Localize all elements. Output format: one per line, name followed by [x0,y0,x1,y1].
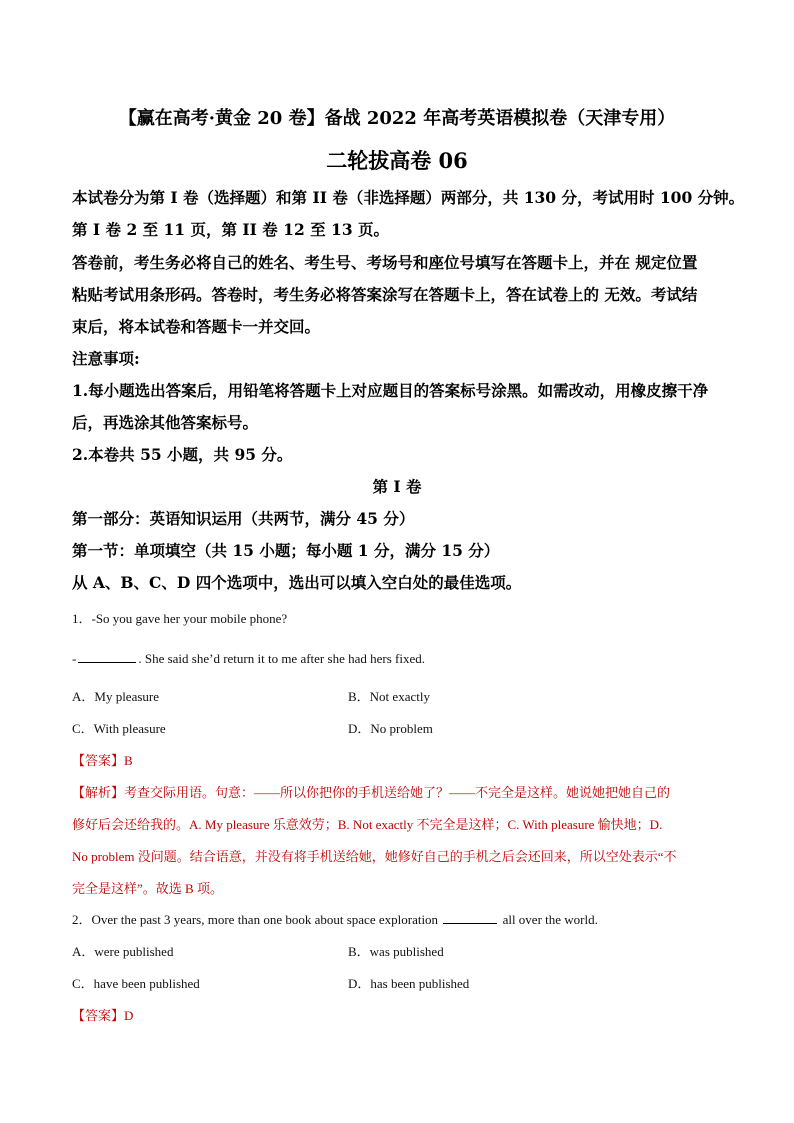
question-2-option-d: D．has been published [348,976,470,991]
answer-blank [78,650,136,663]
question-1-option-d: D．No problem [348,721,433,736]
answer-value: B [124,753,133,768]
question-1-option-c: C．With pleasure [72,721,166,736]
question-2-option-c: C．have been published [72,976,200,991]
question-2-stem [72,909,598,928]
answer-label: 【答案】 [72,753,125,768]
question-1-stem: 1．-So you gave her your mobile phone? [72,611,288,626]
page-subtitle: 二轮拔高卷 06 [326,148,468,173]
notes-heading: 注意事项: [72,349,140,368]
question-1-option-a: A．My pleasure [72,689,160,704]
answer-blank [443,911,497,924]
notes-item-1a: 1.每小题选出答案后，用铅笔将答题卡上对应题目的答案标号涂黑。如需改动，用橡皮擦干净 [72,381,709,400]
reply-text: . She said she’d return it to me after she had hers fixed. [138,651,425,666]
question-1-option-b: B．Not exactly [348,689,430,704]
answer-value: D [124,1008,134,1023]
question-1-answer [72,750,133,769]
question-2-option-a: A．were published [72,944,174,959]
answer-label: 【答案】 [72,1008,125,1023]
question-1-reply [72,650,425,667]
intro-line-3: 答卷前，考生务必将自己的姓名、考生号、考场号和座位号填写在答题卡上，并在 规定位置 [72,253,698,272]
intro-line-1: 本试卷分为第 I 卷（选择题）和第 II 卷（非选择题）两部分，共 130 分，考试用时 100 分钟。 [72,188,745,207]
intro-line-2: 第 I 卷 2 至 11 页，第 II 卷 12 至 13 页。 [72,220,390,239]
explanation-label: 【解析】 [72,785,125,800]
page-title: 【赢在高考·黄金 20 卷】备战 2022 年高考英语模拟卷（天津专用） [118,108,676,129]
stem-tail: all over the world. [502,912,598,927]
notes-item-1b: 后，再选涂其他答案标号。 [72,413,259,432]
stem-text: 2．Over the past 3 years, more than one book about space exploration [72,912,439,927]
explanation-text: 考查交际用语。句意：——所以你把你的手机送给她了？——不完全是这样。她说她把她自己的 [124,785,671,800]
intro-line-5: 束后，将本试卷和答题卡一并交回。 [72,317,321,336]
part-heading: 第一部分：英语知识运用（共两节，满分 45 分） [72,509,415,528]
question-1-explanation-3: No problem 没问题。结合语意，并没有将手机送给她，她修好自己的手机之后会还回来，所以空处表示“不 [72,849,677,864]
section-heading: 第一节：单项填空（共 15 小题；每小题 1 分，满分 15 分） [72,541,500,560]
question-2-answer [72,1005,133,1024]
instructions: 从 A、B、C、D 四个选项中，选出可以填入空白处的最佳选项。 [72,573,522,592]
intro-line-4: 粘贴考试用条形码。答卷时，考生务必将答案涂写在答题卡上，答在试卷上的 无效。考试结 [72,285,698,304]
reply-dash: - [72,651,77,666]
notes-item-2: 2.本卷共 55 小题，共 95 分。 [72,445,293,464]
volume-heading: 第 I 卷 [372,477,422,496]
question-1-explanation-2: 修好后会还给我的。A. My pleasure 乐意效劳；B. Not exactly 不完全是这样；C. With pleasure 愉快地；D. [72,817,663,832]
question-1-explanation-1 [72,782,670,801]
question-2-option-b: B．was published [348,944,444,959]
question-1-explanation-4: 完全是这样”。故选 B 项。 [72,881,223,896]
